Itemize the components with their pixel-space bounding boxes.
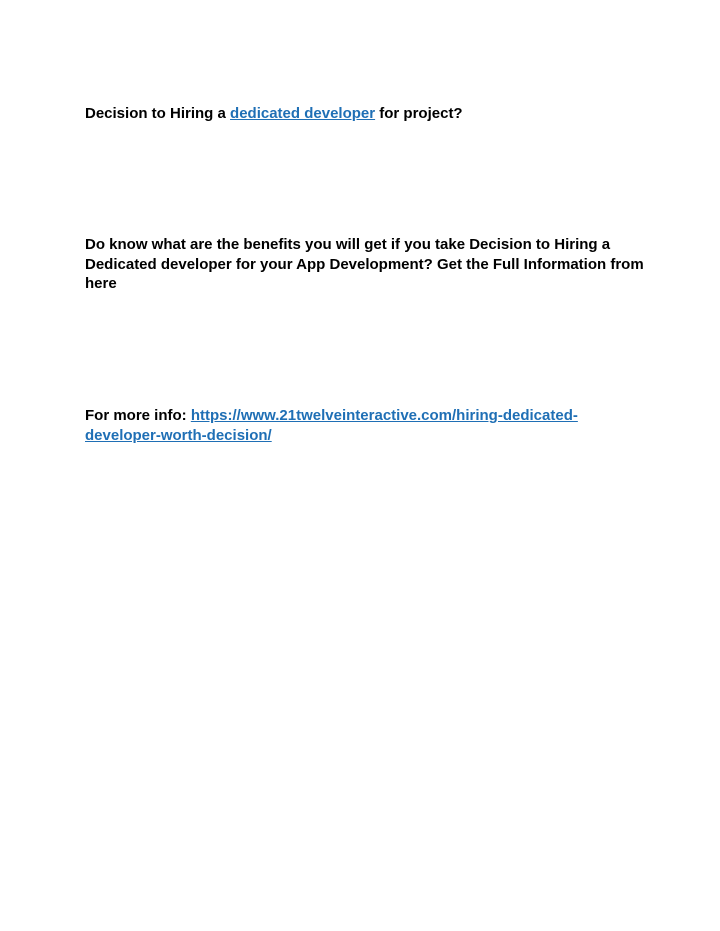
heading-paragraph: [85, 104, 645, 124]
heading-prefix: Decision to Hiring a: [85, 105, 231, 122]
heading-suffix: for project?: [375, 105, 463, 122]
dedicated-developer-link[interactable]: dedicated developer: [230, 105, 376, 122]
more-info-label: For more info:: [85, 407, 191, 424]
more-info-paragraph: [85, 406, 645, 445]
more-info-url-link[interactable]: https://www.21twelveinteractive.com/hiring-dedicated-developer-worth-decision/: [85, 407, 578, 444]
body-paragraph: Do know what are the benefits you will get if you take Decision to Hiring a Dedicated developer for your App Development? Get the Full Information from here: [85, 236, 644, 292]
